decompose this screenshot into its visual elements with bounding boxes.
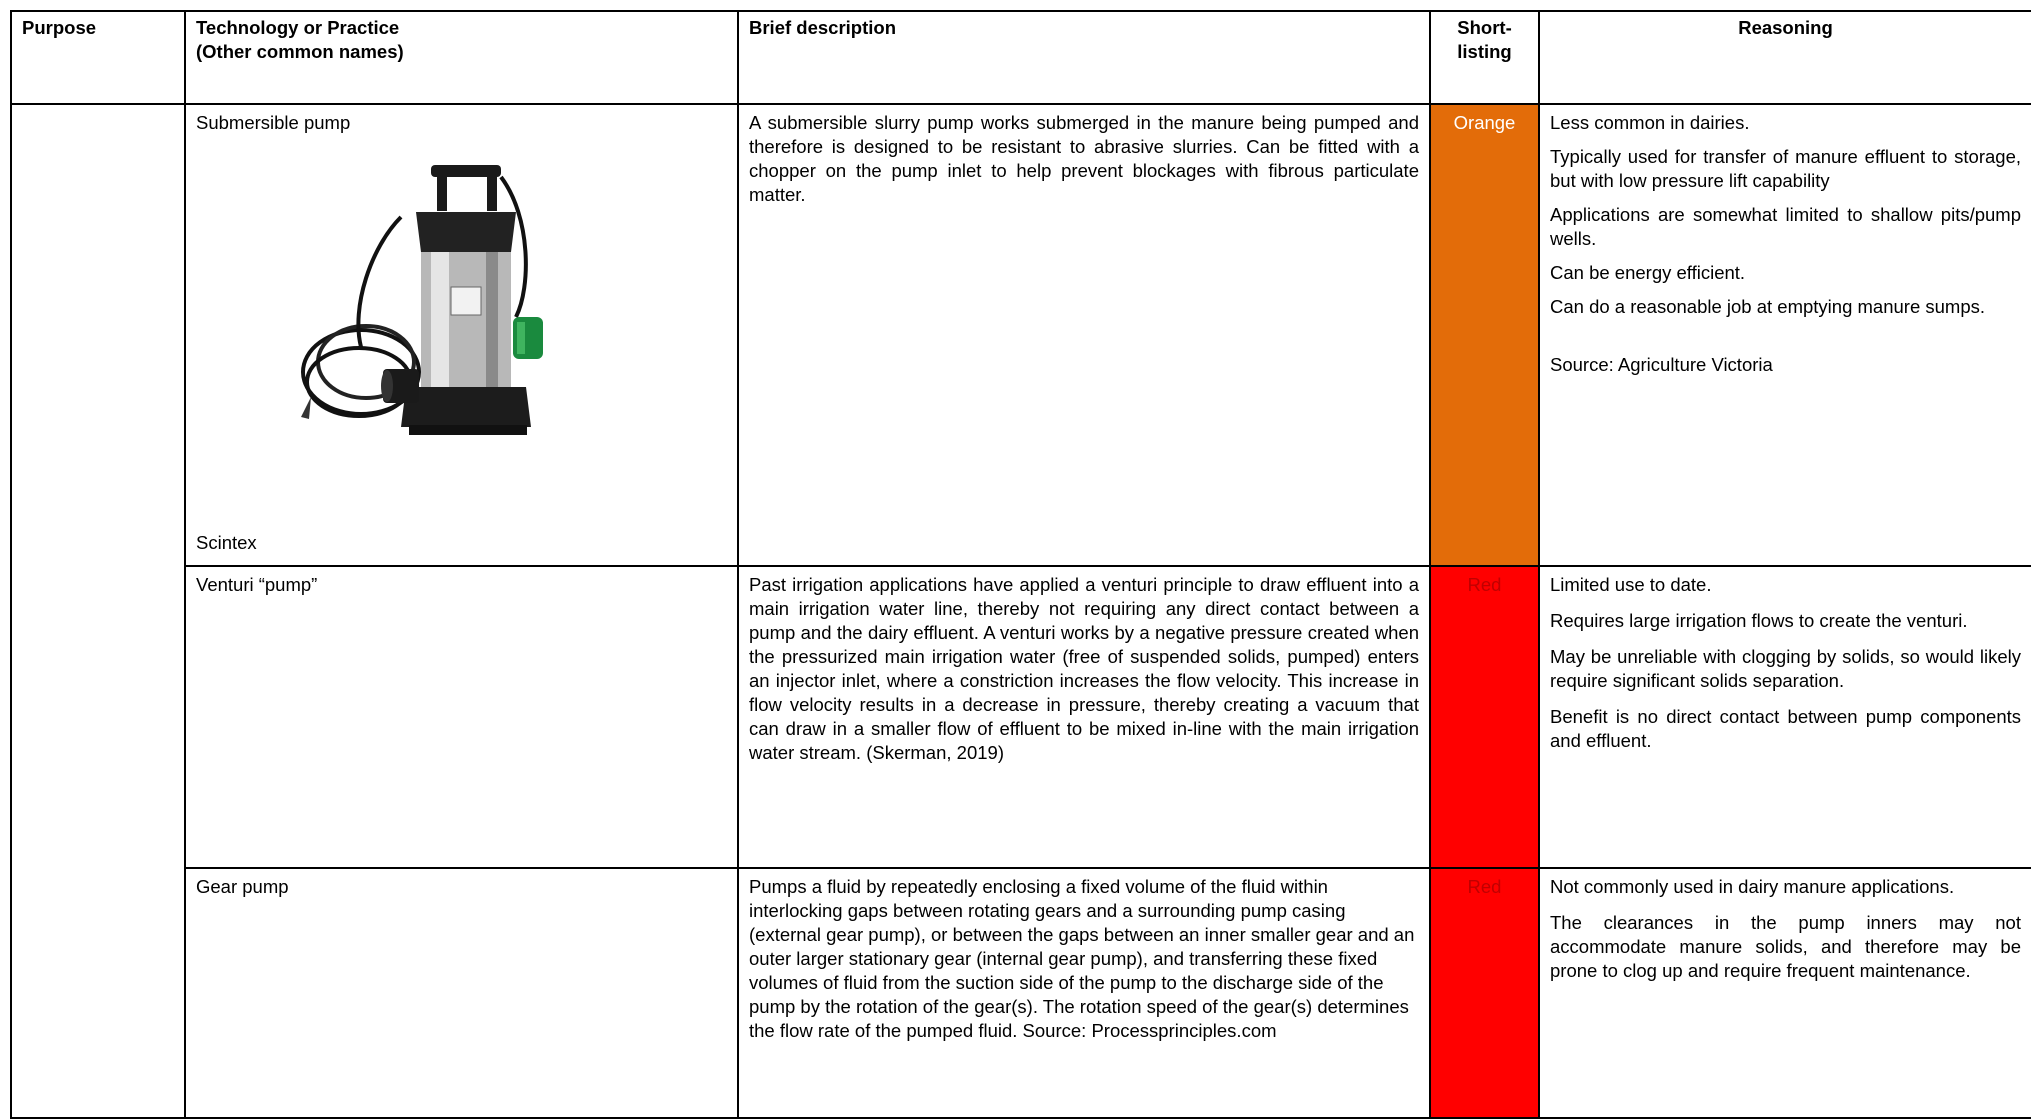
- reasoning-cell: [1539, 868, 2031, 1118]
- technology-table: [10, 10, 2031, 1119]
- description-text: Pumps a fluid by repeatedly enclosing a fixed volume of the fluid within interlocking gaps between rotating gears and a surrounding pump casing (external gear pump), or between the gaps between an inner smaller gear and an outer larger stationary gear (internal gear pump), and transferring these fixed volumes of fluid from the suction side of the pump to the discharge side of the pump by the rotation of the gear(s). The rotation speed of the gear(s) determines the flow rate of the pumped fluid. Source: Processprinciples.com: [749, 876, 1415, 1041]
- technology-name: Gear pump: [196, 876, 289, 897]
- header-shortlisting-line2: listing: [1457, 41, 1512, 62]
- header-shortlisting-line1: Short-: [1457, 17, 1512, 38]
- header-row: [11, 11, 2031, 104]
- description-text: A submersible slurry pump works submerged in the manure being pumped and therefore is designed to be resistant to abrasive slurries. Can be fitted with a chopper on the pump inlet to help prevent blockages with fibrous particulate matter.: [749, 112, 1419, 205]
- header-technology-line2: (Other common names): [196, 41, 404, 62]
- description-cell: [738, 104, 1430, 566]
- submersible-pump-image: [291, 157, 546, 442]
- header-technology-line1: Technology or Practice: [196, 17, 400, 38]
- status-cell-orange: [1430, 104, 1539, 566]
- technology-cell: [185, 868, 738, 1118]
- header-reasoning: Reasoning: [1539, 11, 2031, 104]
- reasoning-item: Requires large irrigation flows to create the venturi.: [1550, 610, 1968, 631]
- reasoning-cell: [1539, 566, 2031, 868]
- header-shortlisting: [1430, 11, 1539, 104]
- technology-cell: [185, 566, 738, 868]
- reasoning-item: Applications are somewhat limited to shallow pits/pump wells.: [1550, 204, 2021, 249]
- status-badge: Red: [1467, 876, 1502, 897]
- reasoning-source: Source: Agriculture Victoria: [1550, 354, 1773, 375]
- table-row: [11, 868, 2031, 1118]
- image-caption: Scintex: [196, 532, 257, 553]
- technology-name: Submersible pump: [196, 112, 351, 133]
- table-row: [11, 566, 2031, 868]
- reasoning-item: Can be energy efficient.: [1550, 262, 1746, 283]
- header-description: Brief description: [738, 11, 1430, 104]
- header-purpose: Purpose: [11, 11, 185, 104]
- status-badge: Red: [1467, 574, 1502, 595]
- technology-name: Venturi “pump”: [196, 574, 318, 595]
- purpose-cell: [11, 104, 185, 1118]
- description-text: Past irrigation applications have applied a venturi principle to draw effluent into a main irrigation water line, thereby not requiring any direct contact between a pump and the dairy effluent. A venturi works by a negative pressure created when the pressurized main irrigation water (free of suspended solids, pumped) enters an injector inlet, where a constriction increases the flow velocity. This increase in flow velocity results in a decrease in pressure, thereby creating a vacuum that can draw in a smaller flow of effluent to be mixed in-line with the main irrigation water stream. (Skerman, 2019): [749, 574, 1419, 763]
- technology-cell: [185, 104, 738, 566]
- header-technology: [185, 11, 738, 104]
- table-row: [11, 104, 2031, 566]
- reasoning-cell: [1539, 104, 2031, 566]
- reasoning-item: Benefit is no direct contact between pump components and effluent.: [1550, 706, 2021, 751]
- description-cell: [738, 566, 1430, 868]
- status-badge: Orange: [1453, 112, 1516, 133]
- description-cell: [738, 868, 1430, 1118]
- reasoning-item: The clearances in the pump inners may not accommodate manure solids, and therefore may be prone to clog up and require frequent maintenance.: [1550, 912, 2021, 981]
- reasoning-item: Limited use to date.: [1550, 574, 1712, 595]
- reasoning-item: Less common in dairies.: [1550, 112, 1750, 133]
- reasoning-item: Typically used for transfer of manure effluent to storage, but with low pressure lift capability: [1550, 146, 2021, 191]
- status-cell-red: [1430, 566, 1539, 868]
- reasoning-item: Can do a reasonable job at emptying manure sumps.: [1550, 296, 1986, 317]
- reasoning-item: May be unreliable with clogging by solids, so would likely require significant solids separation.: [1550, 646, 2021, 691]
- status-cell-red: [1430, 868, 1539, 1118]
- reasoning-item: Not commonly used in dairy manure applications.: [1550, 876, 1955, 897]
